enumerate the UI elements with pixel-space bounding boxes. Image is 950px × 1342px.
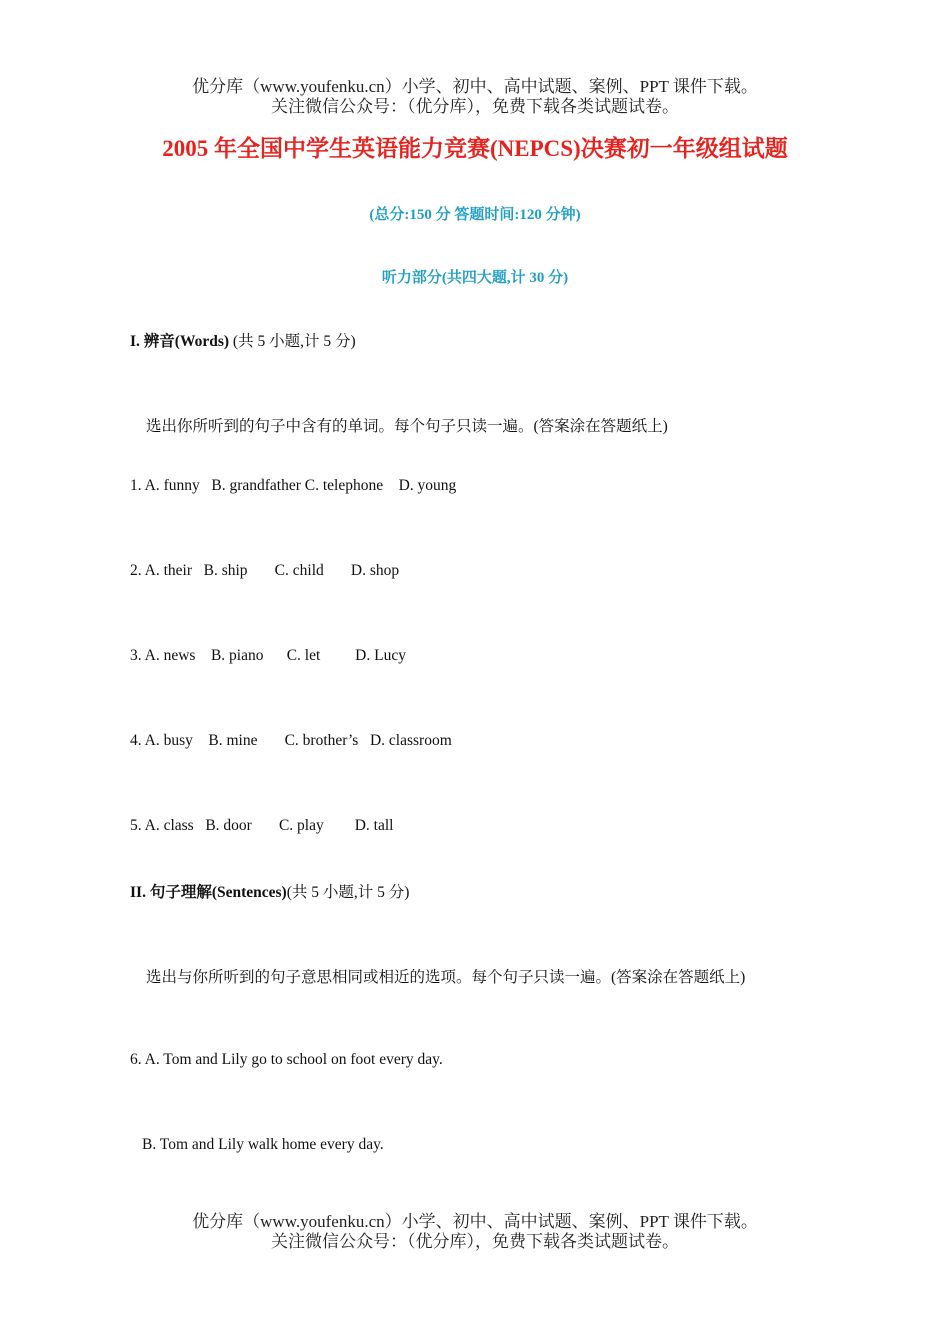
listening-heading: 听力部分(共四大题,计 30 分) bbox=[381, 270, 569, 286]
question-5: 5. A. class B. door C. play D. tall bbox=[130, 817, 394, 834]
question-2: 2. A. their B. ship C. child D. shop bbox=[130, 562, 400, 579]
document-title: 2005 年全国中学生英语能力竞赛(NEPCS)决赛初一年级组试题 bbox=[162, 136, 788, 161]
section-2-instruction: 选出与你所听到的句子意思相同或相近的选项。每个句子只读一遍。(答案涂在答题纸上) bbox=[146, 969, 746, 986]
question-6-option-b: B. Tom and Lily walk home every day. bbox=[142, 1136, 384, 1153]
question-6-option-a: 6. A. Tom and Lily go to school on foot every day. bbox=[130, 1051, 443, 1068]
section-2-heading-bold: II. 句子理解(Sentences) bbox=[130, 884, 287, 901]
section-2-heading-rest: (共 5 小题,计 5 分) bbox=[286, 884, 410, 901]
question-4: 4. A. busy B. mine C. brother’s D. classroom bbox=[130, 732, 452, 749]
footer-line-1: 优分库（www.youfenku.cn）小学、初中、高中试题、案例、PPT 课件下载。 bbox=[192, 1212, 758, 1231]
footer-line-2: 关注微信公众号：（优分库），免费下载各类试题试卷。 bbox=[271, 1232, 679, 1251]
exam-info: (总分:150 分 答题时间:120 分钟) bbox=[369, 207, 581, 223]
section-1-heading-bold: I. 辨音(Words) bbox=[130, 333, 230, 350]
question-3: 3. A. news B. piano C. let D. Lucy bbox=[130, 647, 406, 664]
section-2-heading bbox=[130, 880, 409, 902]
header-line-1: 优分库（www.youfenku.cn）小学、初中、高中试题、案例、PPT 课件下载。 bbox=[192, 77, 758, 96]
section-1-heading-rest: (共 5 小题,计 5 分) bbox=[229, 333, 356, 350]
header-line-2: 关注微信公众号：（优分库），免费下载各类试题试卷。 bbox=[271, 97, 679, 116]
question-1: 1. A. funny B. grandfather C. telephone D. young bbox=[130, 477, 457, 494]
section-1-instruction: 选出你所听到的句子中含有的单词。每个句子只读一遍。(答案涂在答题纸上) bbox=[146, 418, 668, 435]
section-1-heading bbox=[130, 329, 356, 351]
